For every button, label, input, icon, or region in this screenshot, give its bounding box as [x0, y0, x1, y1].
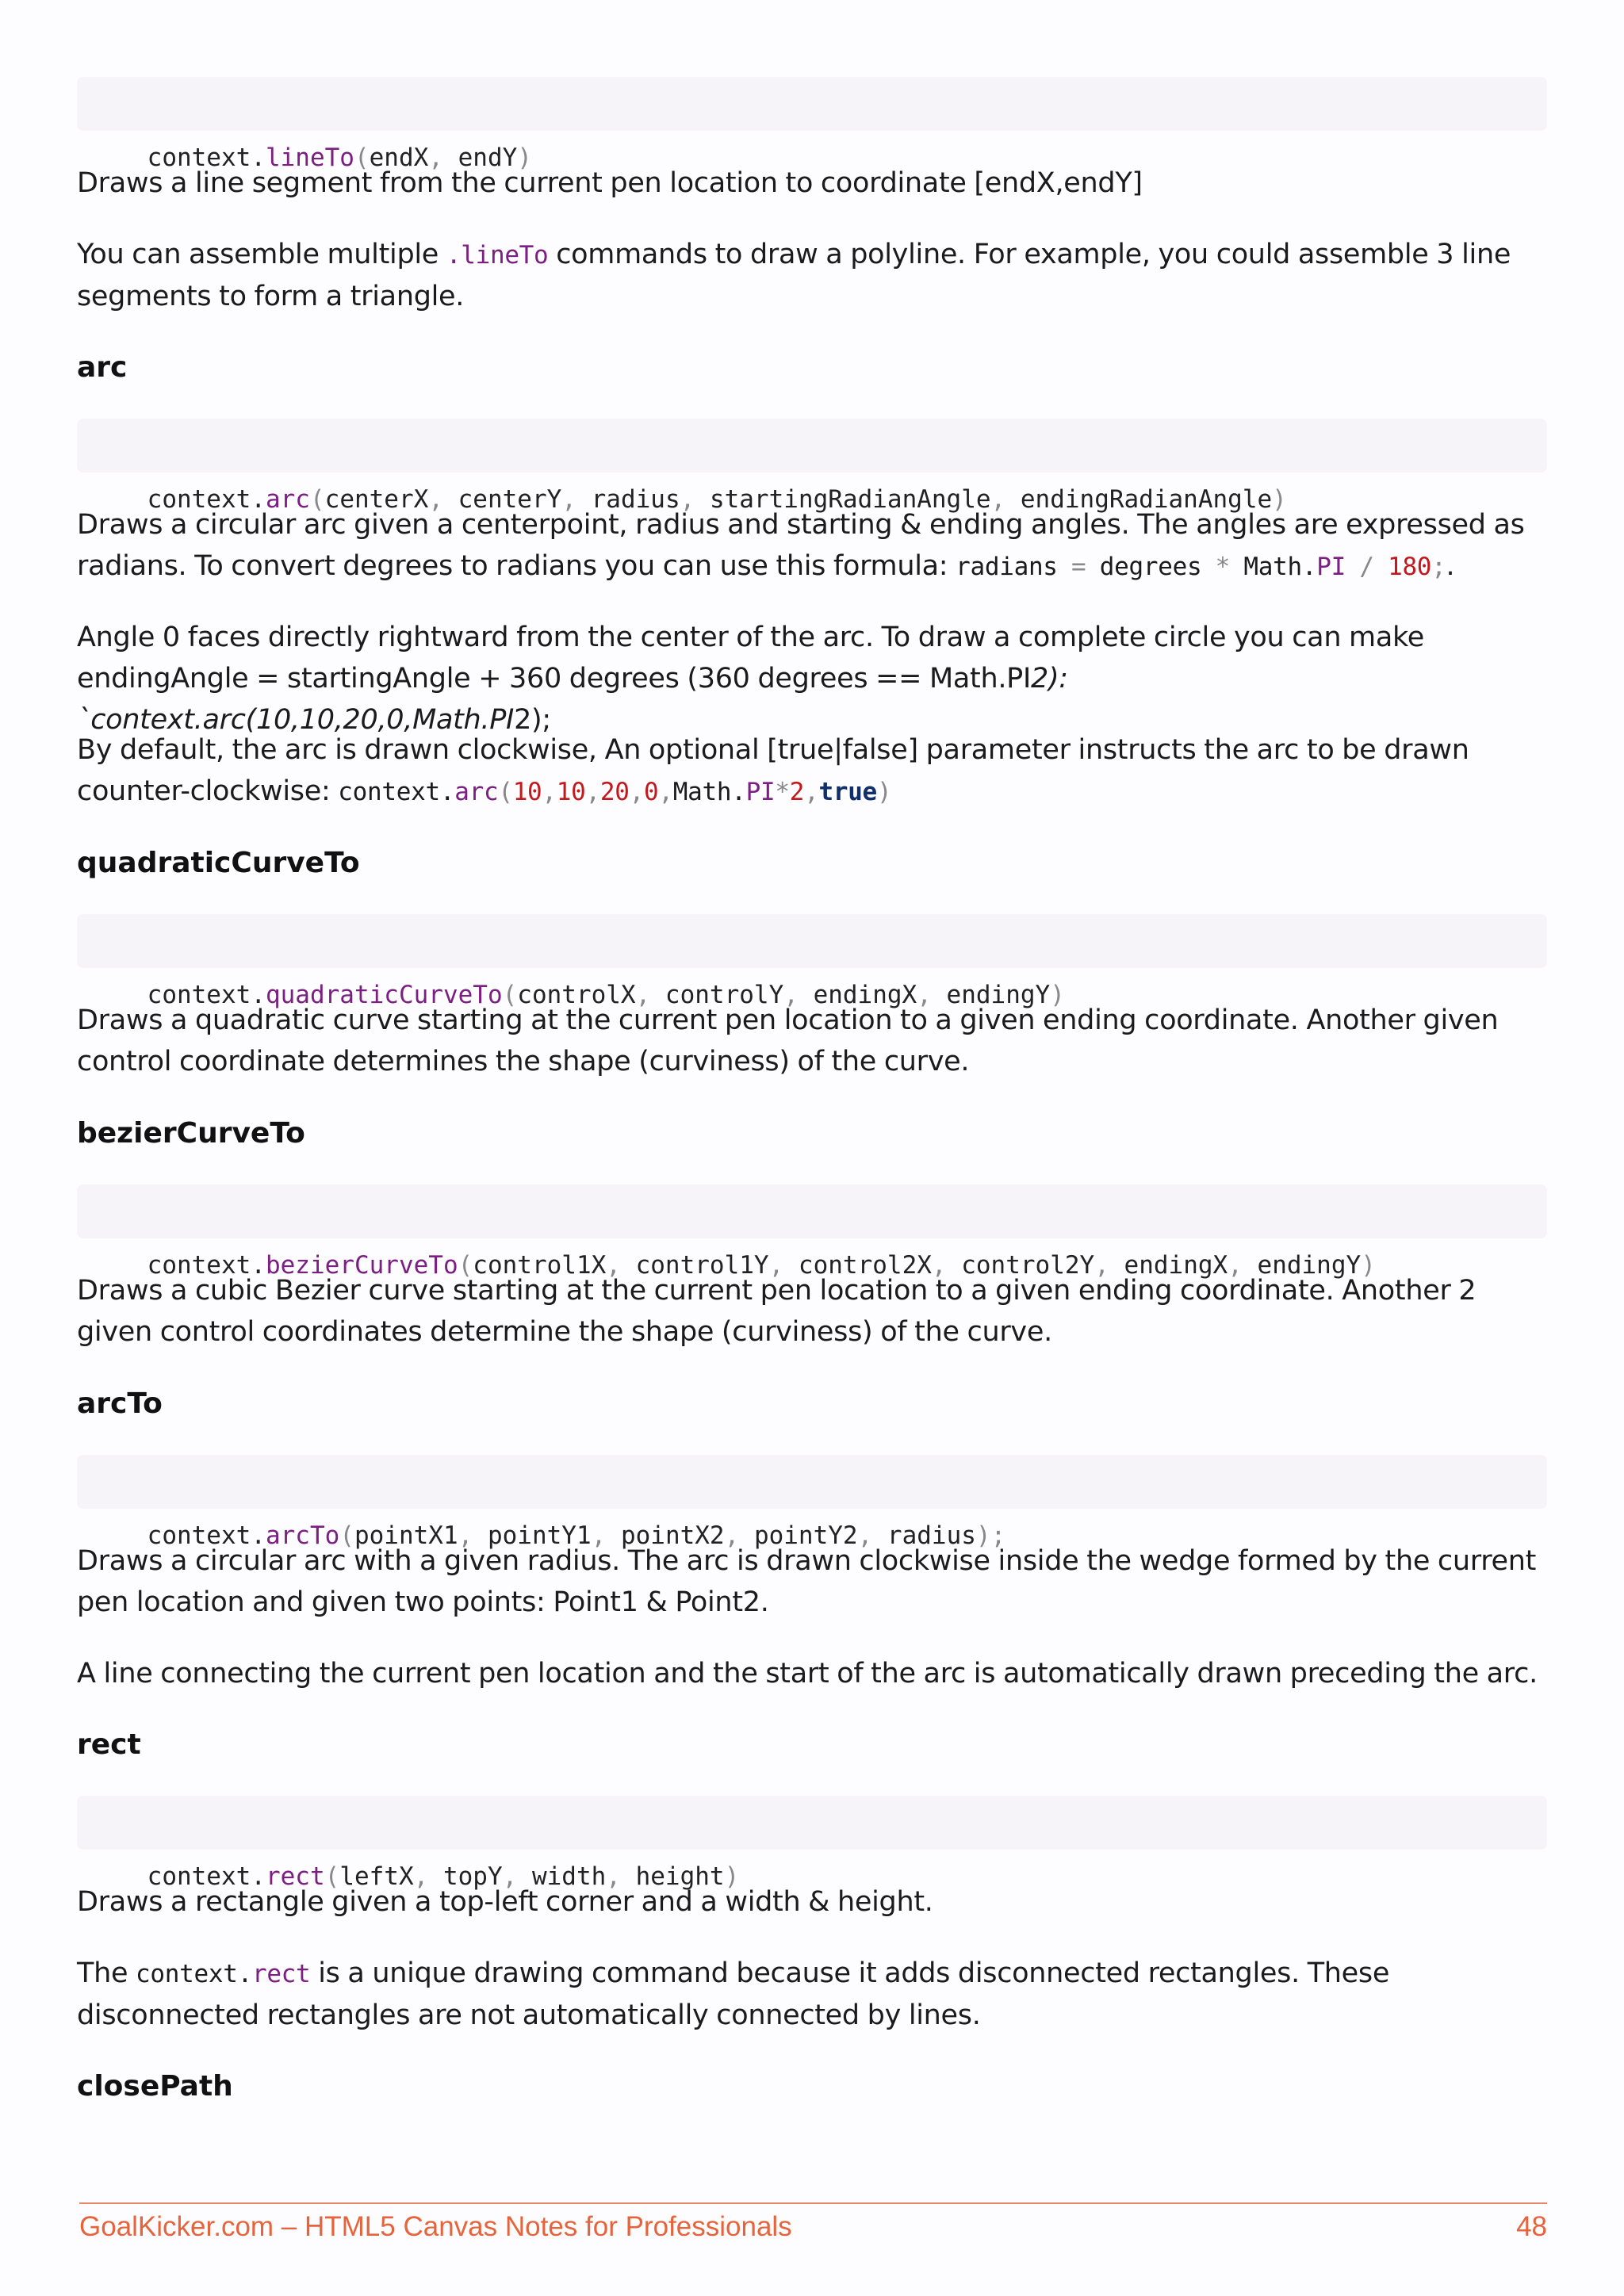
arcTo-note: A line connecting the current pen location and the start of the arc is automatically drawn preceding the arc. — [77, 1658, 1538, 1689]
code-arg: endY — [458, 144, 518, 172]
footer-divider — [79, 2202, 1547, 2204]
code-keyword: true — [818, 778, 877, 806]
code-object: context — [338, 778, 440, 806]
inline-code-ccw — [338, 778, 891, 806]
code-close-paren: ); — [975, 1521, 1006, 1550]
footer-source: GoalKicker.com – HTML5 Canvas Notes for Professionals — [79, 2211, 792, 2242]
code-arg: pointX1 — [354, 1521, 458, 1550]
code-arg: topY — [442, 1862, 503, 1891]
code-separator: , — [724, 1521, 754, 1550]
code-close-paren: ) — [724, 1862, 740, 1891]
heading-bezierCurveTo: bezierCurveTo — [77, 1117, 305, 1150]
arc-description — [77, 504, 1547, 587]
bezier-description: Draws a cubic Bezier curve starting at the current pen location to a given ending coordinate. Another 2 given control coordinates determine the shape (curviness) of the curve. — [77, 1275, 1477, 1348]
code-dot: . — [251, 1521, 266, 1550]
code-method: arc — [454, 778, 499, 806]
code-arg: controlY — [665, 981, 784, 1009]
note-text: You can assemble multiple — [77, 239, 446, 270]
code-method: arcTo — [265, 1521, 340, 1550]
code-separator: , — [428, 485, 458, 514]
code-method: rect — [251, 1960, 311, 1988]
code-open-paren: ( — [502, 981, 518, 1009]
note-text: is a unique drawing command because it adds disconnected rectangles. These disconnected rectangles are not automatically connected by lines. — [77, 1957, 1390, 2031]
desc-text: . — [1446, 550, 1455, 582]
angle-italic-text: 2): `context.arc(10,10,20,0,Math.PI — [77, 663, 1068, 736]
code-arg: startingRadianAngle — [709, 485, 991, 514]
code-separator: , — [680, 485, 710, 514]
code-arg: width — [531, 1862, 607, 1891]
code-method: rect — [265, 1862, 325, 1891]
code-dot: . — [251, 485, 266, 514]
code-separator: , — [917, 981, 947, 1009]
code-comma: , — [585, 778, 600, 806]
code-separator: , — [413, 1862, 443, 1891]
code-open-paren: ( — [458, 1251, 473, 1280]
arc-angle-note — [77, 617, 1547, 740]
code-arg: endingX — [813, 981, 917, 1009]
code-arg: endingY — [946, 981, 1051, 1009]
code-method: lineTo — [265, 144, 354, 172]
code-dot: . — [251, 981, 266, 1009]
inline-code-lineTo: .lineTo — [446, 241, 549, 270]
code-star: * — [775, 778, 790, 806]
code-object: context — [147, 1862, 251, 1891]
code-close-paren: ) — [517, 144, 532, 172]
code-separator: , — [428, 144, 458, 172]
code-method: bezierCurveTo — [265, 1251, 458, 1280]
code-separator: , — [857, 1521, 887, 1550]
code-block-quadraticCurveTo — [77, 914, 1547, 1009]
code-object: context — [147, 144, 251, 172]
code-arg: endingY — [1257, 1251, 1362, 1280]
lineTo-description: Draws a line segment from the current pen location to coordinate [endX,endY] — [77, 167, 1143, 199]
code-num: 2 — [789, 778, 805, 806]
code-separator: , — [458, 1521, 488, 1550]
code-dot: . — [251, 1862, 266, 1891]
code-separator: , — [990, 485, 1021, 514]
code-arg: control1Y — [635, 1251, 769, 1280]
code-arg: control2Y — [961, 1251, 1095, 1280]
heading-quadraticCurveTo: quadraticCurveTo — [77, 847, 360, 879]
code-separator: , — [502, 1862, 532, 1891]
code-separator: , — [591, 1521, 621, 1550]
code-dot: . — [251, 1251, 266, 1280]
note-text: The — [77, 1957, 136, 1989]
code-object: context — [147, 1521, 251, 1550]
code-close-paren: ) — [876, 778, 892, 806]
code-open-paren: ( — [498, 778, 513, 806]
code-object: context — [147, 485, 251, 514]
code-arg: control1X — [473, 1251, 607, 1280]
code-open-paren: ( — [354, 144, 370, 172]
code-separator: , — [635, 981, 665, 1009]
code-math: Math — [672, 778, 732, 806]
code-object: context — [147, 1251, 251, 1280]
code-separator: , — [606, 1251, 636, 1280]
formula-semi: ; — [1431, 553, 1446, 581]
code-num: 20 — [599, 778, 630, 806]
code-num: 10 — [512, 778, 542, 806]
formula-div: / — [1345, 553, 1388, 581]
code-arg: centerY — [458, 485, 562, 514]
code-block-arcTo — [77, 1455, 1547, 1550]
angle-text: 2); — [514, 704, 551, 736]
formula-math: Math — [1243, 553, 1302, 581]
arc-ccw-note — [77, 729, 1547, 813]
code-comma: , — [629, 778, 645, 806]
code-close-paren: ) — [1050, 981, 1065, 1009]
inline-code-formula — [956, 553, 1446, 581]
code-object: context — [147, 981, 251, 1009]
note-text: commands to draw a polyline. For example, you could assemble 3 line segments to form a triangle. — [77, 239, 1511, 312]
code-close-paren: ) — [1272, 485, 1287, 514]
code-num: 0 — [644, 778, 659, 806]
code-arg: height — [635, 1862, 725, 1891]
formula-num: 180 — [1388, 553, 1432, 581]
code-block-lineTo — [77, 77, 1547, 172]
code-arg: radius — [591, 485, 680, 514]
code-separator: , — [768, 1251, 799, 1280]
code-arg: controlX — [517, 981, 636, 1009]
code-arg: centerX — [324, 485, 429, 514]
code-arg: endX — [369, 144, 429, 172]
code-pi: PI — [745, 778, 776, 806]
code-open-paren: ( — [339, 1521, 354, 1550]
heading-arcTo: arcTo — [77, 1387, 163, 1420]
code-comma: , — [542, 778, 557, 806]
code-separator: , — [783, 981, 814, 1009]
code-separator: , — [1094, 1251, 1124, 1280]
code-block-bezierCurveTo — [77, 1184, 1547, 1280]
code-arg: radius — [887, 1521, 976, 1550]
formula-pi: PI — [1316, 553, 1346, 581]
code-arg: leftX — [339, 1862, 414, 1891]
code-arg: endingRadianAngle — [1020, 485, 1273, 514]
code-comma: , — [804, 778, 819, 806]
code-arg: endingX — [1124, 1251, 1228, 1280]
code-close-paren: ) — [1361, 1251, 1376, 1280]
code-block-arc — [77, 419, 1547, 514]
code-arg: pointY2 — [753, 1521, 858, 1550]
lineTo-note — [77, 234, 1547, 317]
code-arg: control2X — [798, 1251, 932, 1280]
code-separator: , — [1228, 1251, 1258, 1280]
formula-lhs: radians — [956, 553, 1058, 581]
code-open-paren: ( — [309, 485, 325, 514]
code-method: arc — [265, 485, 310, 514]
formula-dot: . — [1301, 553, 1317, 581]
inline-code-rect — [136, 1960, 310, 1988]
code-dot: . — [731, 778, 746, 806]
code-separator: , — [561, 485, 592, 514]
code-comma: , — [658, 778, 673, 806]
desc-text: Draws a circular arc given a centerpoint, radius and starting & ending angles. The angles are expressed as radians. To convert degrees to radians you can use this formula: — [77, 509, 1525, 582]
ccw-text: By default, the arc is drawn clockwise, An optional [true|false] parameter instructs the arc to be drawn counter-clockwise: — [77, 734, 1469, 807]
formula-degrees: degrees — [1099, 553, 1202, 581]
code-object: context — [136, 1960, 238, 1988]
arcTo-description: Draws a circular arc with a given radius. The arc is drawn clockwise inside the wedge formed by the current pen location and given two points: Point1 & Point2. — [77, 1545, 1537, 1618]
page-number: 48 — [1516, 2211, 1547, 2242]
code-arg: pointX2 — [620, 1521, 725, 1550]
heading-rect: rect — [77, 1728, 141, 1761]
code-separator: , — [931, 1251, 962, 1280]
angle-text: Angle 0 faces directly rightward from the center of the arc. To draw a complete circle you can make endingAngle = startingAngle + 360 degrees (360 degrees == Math.PI — [77, 622, 1424, 695]
heading-closePath: closePath — [77, 2070, 233, 2103]
code-dot: . — [439, 778, 455, 806]
quadratic-description: Draws a quadratic curve starting at the current pen location to a given ending coordinate. Another given control coordinate determines the shape (curviness) of the curve. — [77, 1004, 1499, 1077]
code-dot: . — [237, 1960, 252, 1988]
heading-arc: arc — [77, 351, 128, 384]
code-open-paren: ( — [324, 1862, 340, 1891]
rect-note — [77, 1953, 1547, 2036]
code-num: 10 — [556, 778, 586, 806]
code-arg: pointY1 — [487, 1521, 592, 1550]
code-separator: , — [606, 1862, 636, 1891]
rect-description: Draws a rectangle given a top-left corner and a width & height. — [77, 1886, 933, 1918]
code-block-rect — [77, 1796, 1547, 1891]
formula-mul: * — [1201, 553, 1244, 581]
code-dot: . — [251, 144, 266, 172]
code-method: quadraticCurveTo — [265, 981, 503, 1009]
formula-eq: = — [1057, 553, 1100, 581]
